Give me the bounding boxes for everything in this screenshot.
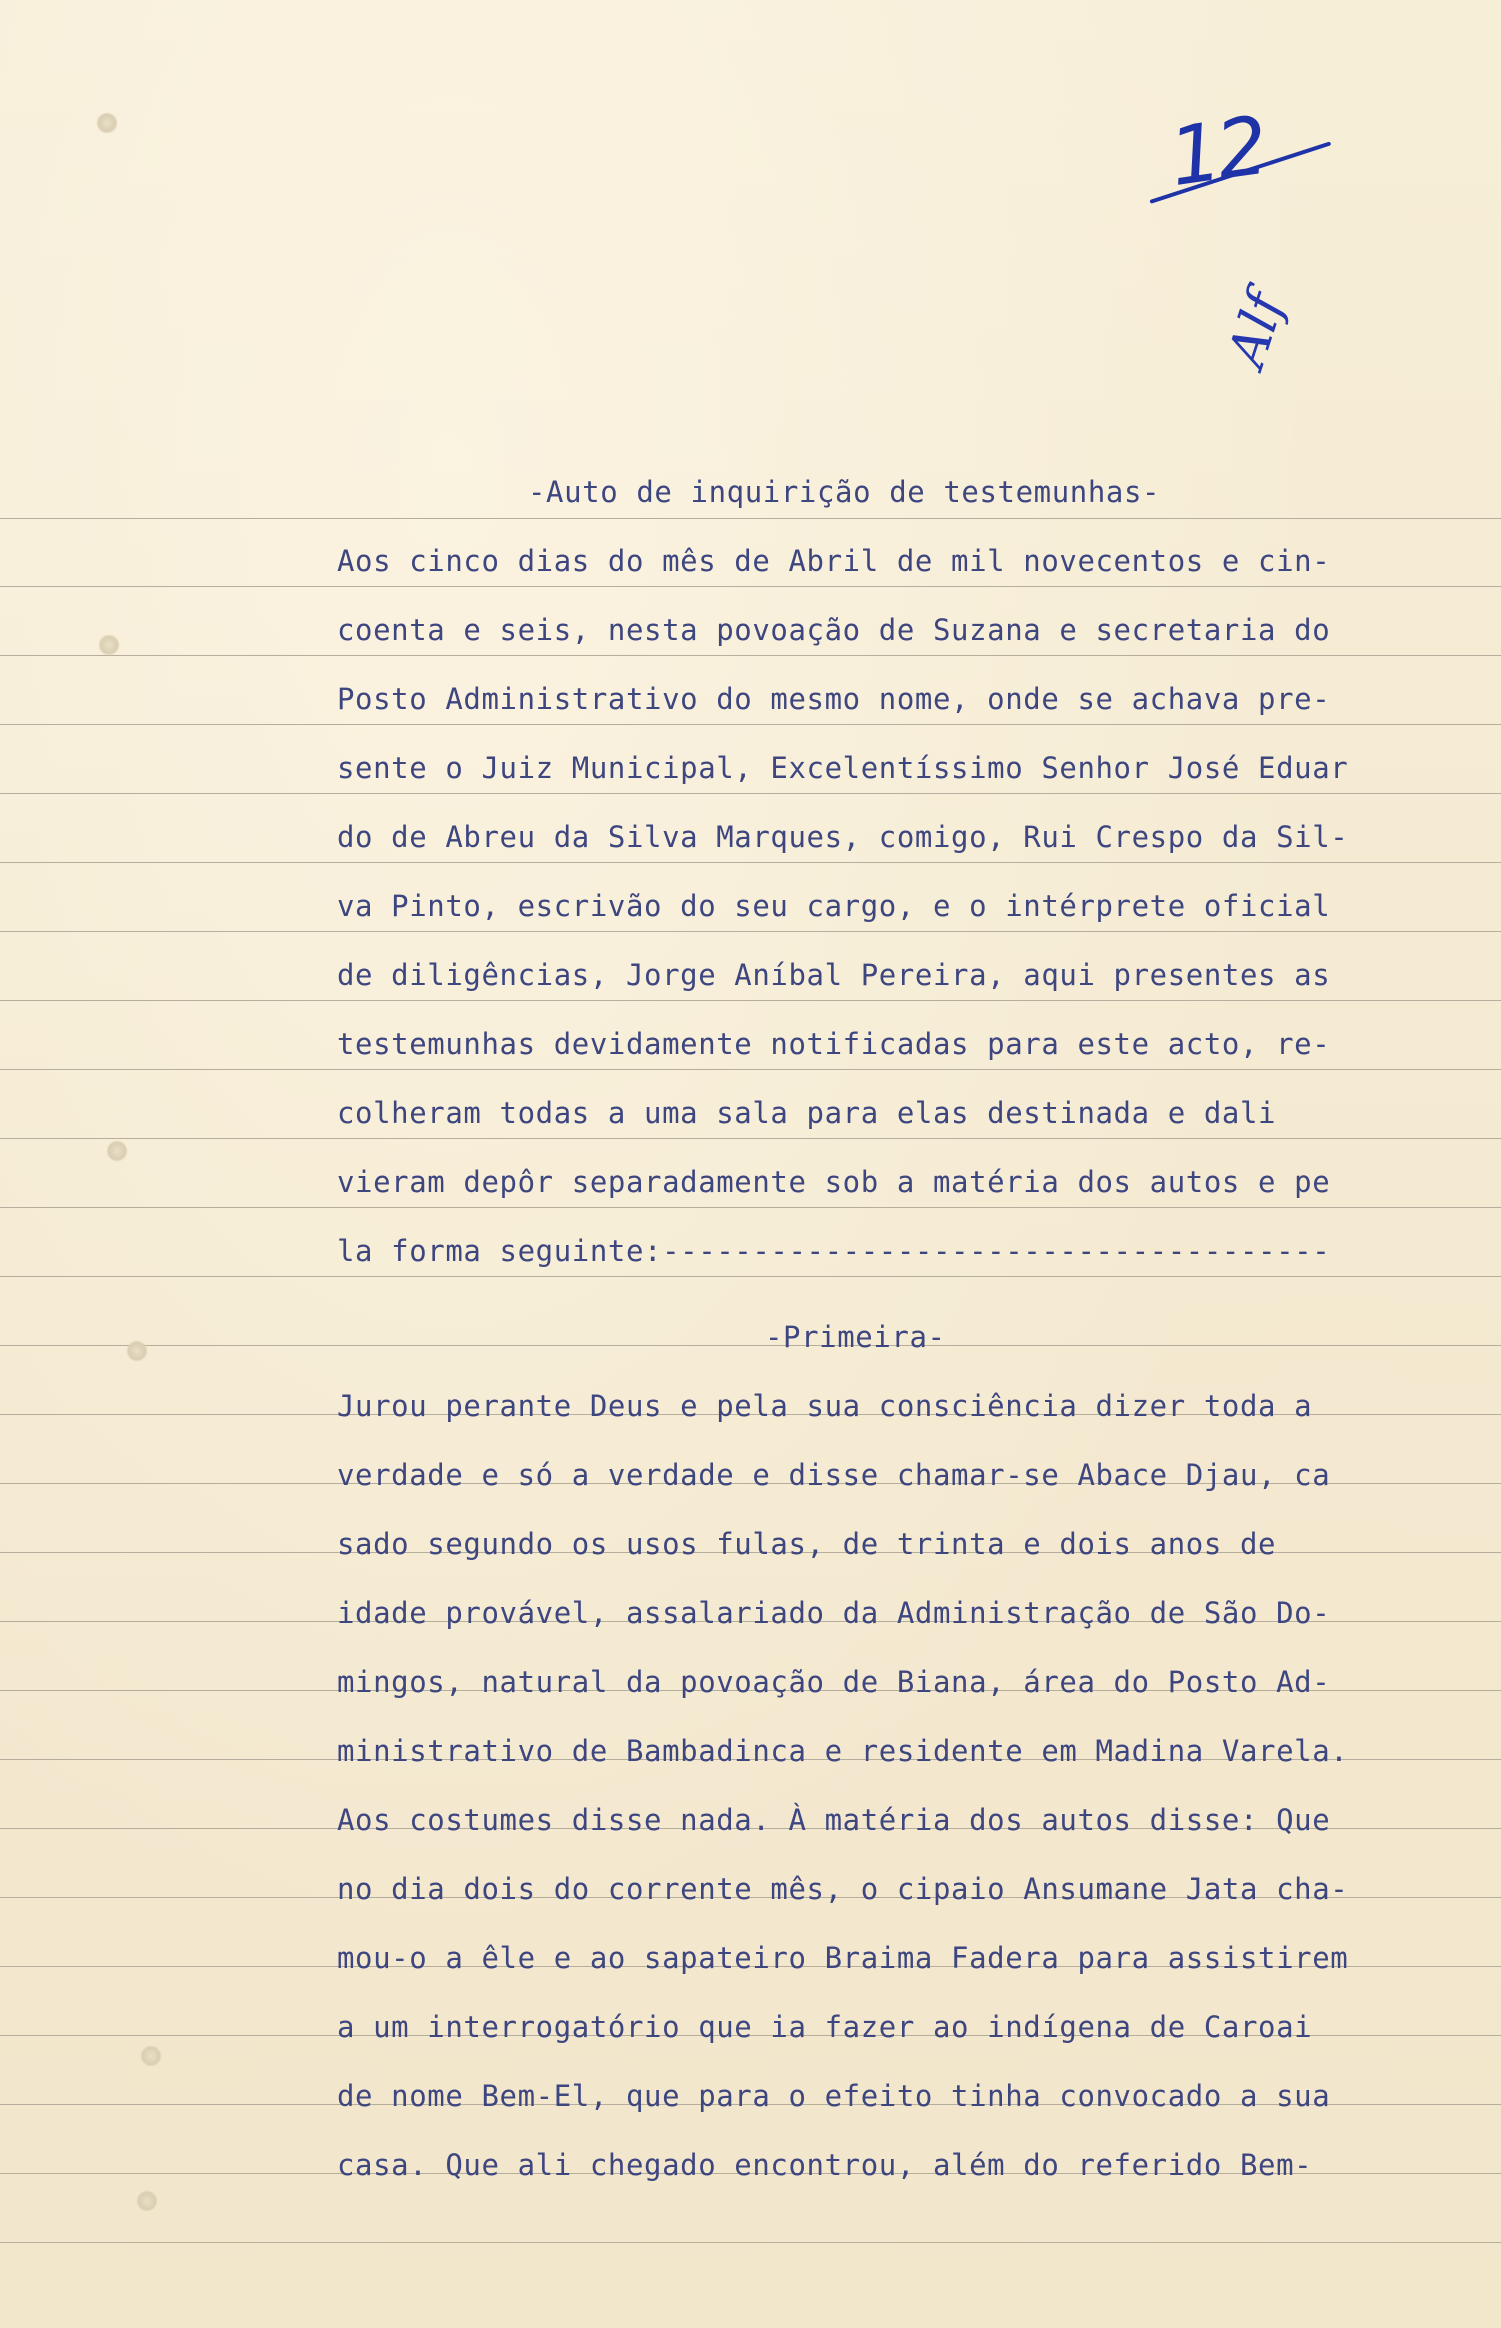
text-line: casa. Que ali chegado encontrou, além do referido Bem- xyxy=(337,2148,1313,2182)
ruled-line xyxy=(0,862,1501,863)
binding-hole xyxy=(140,2045,162,2067)
text-line: colheram todas a uma sala para elas destinada e dali xyxy=(337,1096,1277,1130)
text-line: testemunhas devidamente notificadas para este acto, re- xyxy=(337,1027,1331,1061)
text-line: de diligências, Jorge Aníbal Pereira, aqui presentes as xyxy=(337,958,1331,992)
ruled-line xyxy=(0,1345,1501,1346)
text-line: verdade e só a verdade e disse chamar-se Abace Djau, ca xyxy=(337,1458,1331,1492)
ruled-line xyxy=(0,1138,1501,1139)
ruled-line xyxy=(0,724,1501,725)
text-line: vieram depôr separadamente sob a matéria dos autos e pe xyxy=(337,1165,1331,1199)
text-line: Jurou perante Deus e pela sua consciência dizer toda a xyxy=(337,1389,1313,1423)
ruled-line xyxy=(0,931,1501,932)
text-line: de nome Bem-El, que para o efeito tinha convocado a sua xyxy=(337,2079,1331,2113)
text-line: sente o Juiz Municipal, Excelentíssimo Senhor José Eduar xyxy=(337,751,1349,785)
text-line: sado segundo os usos fulas, de trinta e dois anos de xyxy=(337,1527,1277,1561)
ruled-line xyxy=(0,586,1501,587)
ruled-line xyxy=(0,1000,1501,1001)
text-line: va Pinto, escrivão do seu cargo, e o intérprete oficial xyxy=(337,889,1331,923)
binding-hole xyxy=(96,112,118,134)
document-title: -Auto de inquirição de testemunhas- xyxy=(528,475,1161,509)
binding-hole xyxy=(98,634,120,656)
text-line: la forma seguinte:------------------------------------- xyxy=(337,1234,1331,1268)
text-line: do de Abreu da Silva Marques, comigo, Rui Crespo da Sil- xyxy=(337,820,1349,854)
ruled-line xyxy=(0,1276,1501,1277)
binding-hole xyxy=(136,2190,158,2212)
text-line: Posto Administrativo do mesmo nome, onde se achava pre- xyxy=(337,682,1331,716)
text-line: Aos cinco dias do mês de Abril de mil novecentos e cin- xyxy=(337,544,1331,578)
ruled-line xyxy=(0,2242,1501,2243)
ruled-line xyxy=(0,1069,1501,1070)
text-line: mingos, natural da povoação de Biana, área do Posto Ad- xyxy=(337,1665,1331,1699)
binding-hole xyxy=(126,1340,148,1362)
text-line: no dia dois do corrente mês, o cipaio Ansumane Jata cha- xyxy=(337,1872,1349,1906)
text-line: mou-o a êle e ao sapateiro Braima Fadera para assistirem xyxy=(337,1941,1349,1975)
folio-number: 12 xyxy=(1163,98,1270,205)
ruled-line xyxy=(0,793,1501,794)
handwritten-initials: Alf xyxy=(1216,285,1297,375)
section-heading: -Primeira- xyxy=(765,1320,946,1354)
text-line: coenta e seis, nesta povoação de Suzana e secretaria do xyxy=(337,613,1331,647)
text-line: a um interrogatório que ia fazer ao indígena de Caroai xyxy=(337,2010,1313,2044)
text-line: ministrativo de Bambadinca e residente em Madina Varela. xyxy=(337,1734,1349,1768)
text-line: idade provável, assalariado da Administração de São Do- xyxy=(337,1596,1331,1630)
ruled-line xyxy=(0,1207,1501,1208)
ruled-line xyxy=(0,518,1501,519)
ruled-line xyxy=(0,655,1501,656)
binding-hole xyxy=(106,1140,128,1162)
text-line: Aos costumes disse nada. À matéria dos autos disse: Que xyxy=(337,1803,1331,1837)
